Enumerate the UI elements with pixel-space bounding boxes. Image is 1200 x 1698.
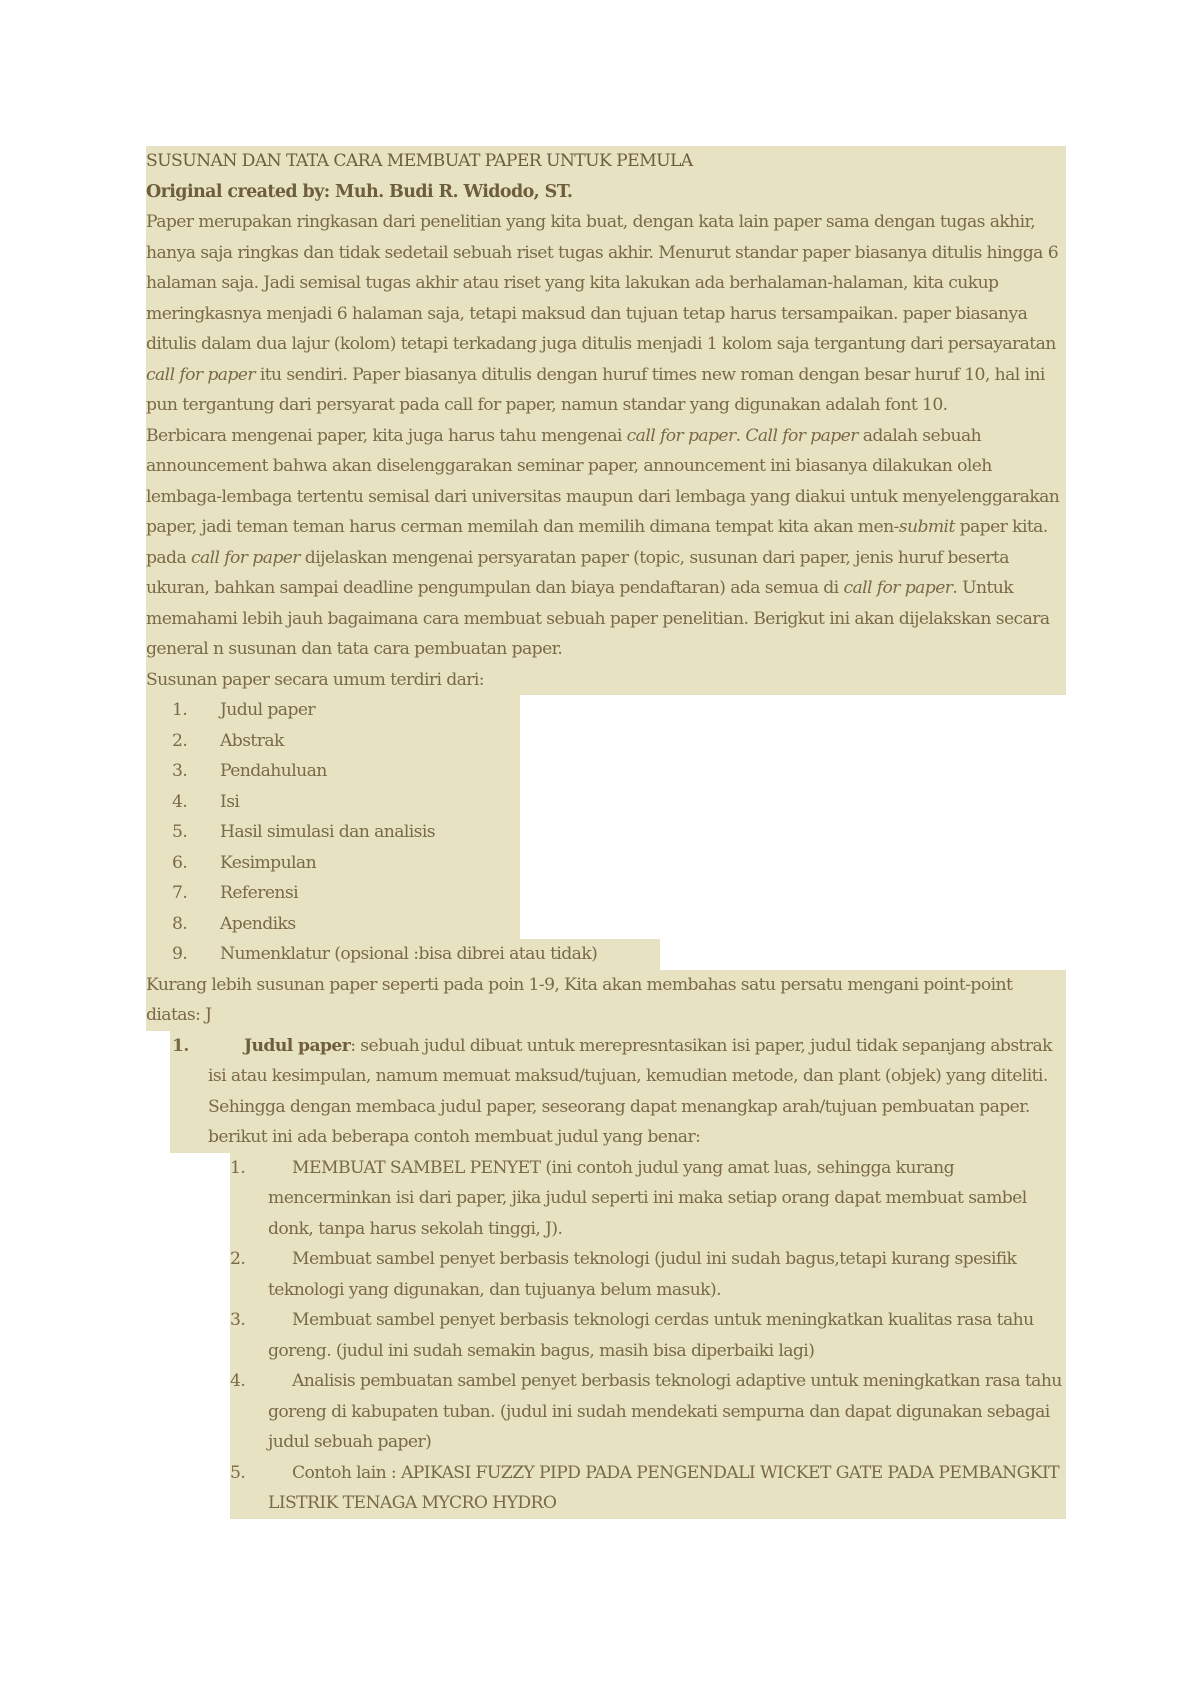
list-item: 1. MEMBUAT SAMBEL PENYET (ini contoh judul yang amat luas, sehingga kurang mencerminkan isi dari paper, jika judul seperti ini maka setiap orang dapat membuat sambel donk, tanpa harus sekolah tinggi, J). bbox=[230, 1157, 1027, 1239]
author-byline: Original created by: Muh. Budi R. Widodo, ST. bbox=[146, 181, 573, 202]
list-item: 7. Referensi bbox=[146, 878, 520, 909]
judul-number: 1. bbox=[172, 1035, 189, 1056]
judul-paper-section bbox=[170, 1031, 1066, 1153]
list-item: 5. Contoh lain : APIKASI FUZZY PIPD PADA PENGENDALI WICKET GATE PADA PEMBANGKIT LISTRIK TENAGA MYCRO HYDRO bbox=[230, 1462, 1060, 1513]
intro-block bbox=[146, 146, 1066, 695]
list-item: 1. Judul paper bbox=[146, 695, 520, 726]
intro-paragraph-1: Paper merupakan ringkasan dari penelitian yang kita buat, dengan kata lain paper sama dengan tugas akhir, hanya saja ringkas dan tidak sedetail sebuah riset tugas akhir. Menurut standar paper biasanya ditulis hingga 6 halaman saja. Jadi semisal tugas akhir atau riset yang kita lakukan ada berhalaman-halaman, kita cukup meringkasnya menjadi 6 halaman saja, tetapi maksud dan tujuan tetap harus tersampaikan. paper biasanya ditulis dalam dua lajur (kolom) tetapi terkadang juga ditulis menjadi 1 kolom saja tergantung dari persayaratan call for paper itu sendiri. Paper biasanya ditulis dengan huruf times new roman dengan besar huruf 10, hal ini pun tergantung dari persyarat pada call for paper, namun standar yang digunakan adalah font 10. bbox=[146, 212, 1059, 415]
list-item: 8. Apendiks bbox=[146, 909, 520, 940]
judul-examples-list bbox=[230, 1153, 1066, 1519]
structure-intro: Susunan paper secara umum terdiri dari: bbox=[146, 669, 484, 690]
list-item: 3. Membuat sambel penyet berbasis teknologi cerdas untuk meningkatkan kualitas rasa tahu goreng. (judul ini sudah semakin bagus, masih bisa diperbaiki lagi) bbox=[230, 1310, 1034, 1361]
list-item: 4. Analisis pembuatan sambel penyet berbasis teknologi adaptive untuk meningkatkan rasa tahu goreng di kabupaten tuban. (judul ini sudah mendekati sempurna dan dapat digunakan sebagai judul sebuah paper) bbox=[230, 1371, 1062, 1452]
list-item: 4. Isi bbox=[146, 787, 520, 818]
list-item: 6. Kesimpulan bbox=[146, 848, 520, 879]
intro-paragraph-2: Berbicara mengenai paper, kita juga harus tahu mengenai call for paper. Call for paper adalah sebuah announcement bahwa akan diselenggarakan seminar paper, announcement ini biasanya dilakukan oleh lembaga-lembaga tertentu semisal dari universitas maupun dari lembaga yang diakui untuk menyelenggarakan paper, jadi teman teman harus cerman memilah dan memilih dimana tempat kita akan men-submit paper kita. pada call for paper dijelaskan mengenai persyaratan paper (topic, susunan dari paper, jenis huruf beserta ukuran, bahkan sampai deadline pengumpulan dan biaya pendaftaran) ada semua di call for paper. Untuk memahami lebih jauh bagaimana cara membuat sebuah paper penelitian. Berigkut ini akan dijelakskan secara general n susunan dan tata cara pembuatan paper. bbox=[146, 425, 1060, 659]
structure-outro-block bbox=[146, 970, 1066, 1031]
call-for-paper-term: call for paper bbox=[146, 364, 255, 385]
judul-heading: Judul paper bbox=[244, 1035, 351, 1056]
list-item: 2. Abstrak bbox=[146, 726, 520, 757]
structure-outro: Kurang lebih susunan paper seperti pada poin 1-9, Kita akan membahas satu persatu mengani point-point diatas: J bbox=[146, 974, 1013, 1025]
list-item: 2. Membuat sambel penyet berbasis teknologi (judul ini sudah bagus,tetapi kurang spesifik teknologi yang digunakan, dan tujuanya belum masuk). bbox=[230, 1249, 1017, 1300]
judul-text: : sebuah judul dibuat untuk merepresntasikan isi paper, judul tidak sepanjang abstrak isi atau kesimpulan, namum memuat maksud/tujuan, kemudian metode, dan plant (objek) yang diteliti. Sehingga dengan membaca judul paper, seseorang dapat menangkap arah/tujuan pembuatan paper. berikut ini ada beberapa contoh membuat judul yang benar: bbox=[208, 1035, 1052, 1147]
document-title: SUSUNAN DAN TATA CARA MEMBUAT PAPER UNTUK PEMULA bbox=[146, 151, 693, 171]
list-item: 5. Hasil simulasi dan analisis bbox=[146, 817, 520, 848]
structure-list bbox=[146, 695, 1066, 970]
document-body bbox=[146, 146, 1066, 1519]
list-item: 9. Numenklatur (opsional :bisa dibrei atau tidak) bbox=[146, 939, 660, 970]
list-item: 3. Pendahuluan bbox=[146, 756, 520, 787]
